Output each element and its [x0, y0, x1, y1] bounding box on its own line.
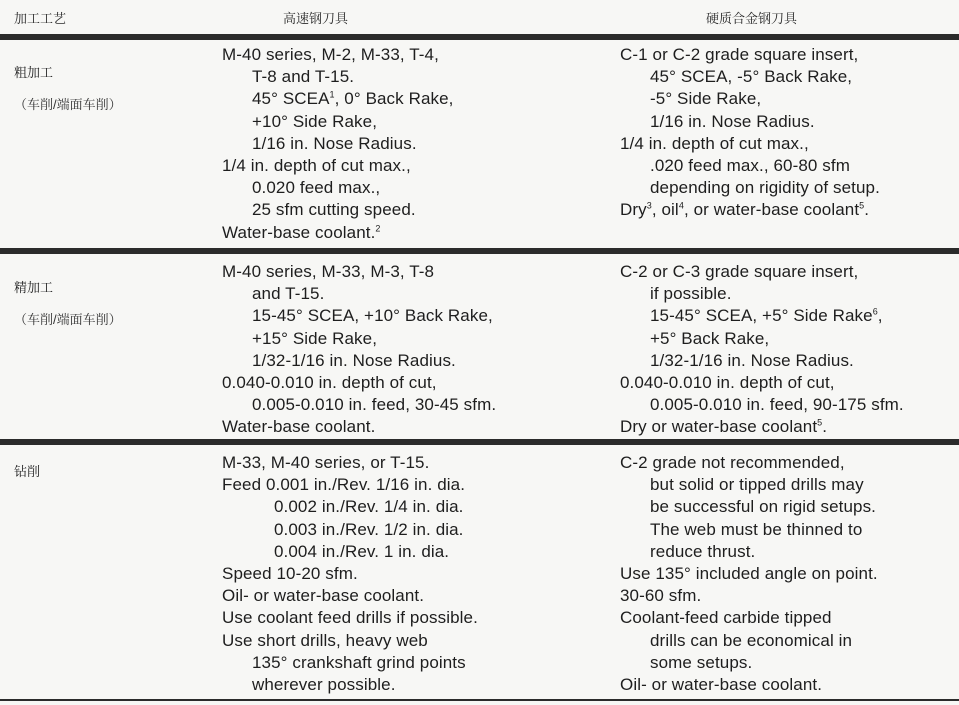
cell-line: Water-base coolant.$^2$	[222, 222, 381, 242]
label-main: 钻削	[14, 464, 41, 479]
cell-line: M-40 series, M-2, M-33, T-4,	[222, 45, 439, 64]
cell-line: Oil- or water-base coolant.	[620, 675, 823, 695]
cell-line: but solid or tipped drills may	[650, 475, 864, 495]
cell-line: 30-60 sfm.	[620, 586, 702, 606]
row-label-roughing	[14, 64, 122, 114]
cell-line: 1/16 in. Nose Radius.	[252, 133, 417, 153]
cell-line: 0.040-0.010 in. depth of cut,	[222, 373, 437, 393]
cell-line: 0.020 feed max.,	[252, 178, 381, 198]
cell-line: 0.005-0.010 in. feed, 30-45 sfm.	[252, 395, 497, 415]
cell-line: M-40 series, M-33, M-3, T-8	[222, 262, 435, 281]
label-main: 粗加工	[14, 65, 54, 80]
carbide-cell-roughing	[620, 44, 880, 222]
label-main: 精加工	[14, 280, 54, 295]
hss-cell-finishing	[222, 261, 496, 439]
carbide-cell-finishing	[620, 261, 904, 439]
carbide-cell-drilling	[620, 452, 878, 696]
footnote-mark: 3	[646, 200, 652, 211]
cell-line: T-8 and T-15.	[252, 67, 355, 87]
hss-cell-roughing	[222, 44, 454, 244]
cell-line: 1/4 in. depth of cut max.,	[620, 133, 809, 153]
cell-line: C-1 or C-2 grade square insert,	[620, 45, 859, 64]
cell-line: -5° Side Rake,	[650, 89, 762, 109]
row-divider-1	[0, 248, 959, 254]
header-hss: 高速钢刀具	[283, 11, 349, 26]
cell-line: Use coolant feed drills if possible.	[222, 608, 478, 628]
cell-line: .020 feed max., 60-80 sfm	[650, 156, 850, 176]
cell-line: C-2 or C-3 grade square insert,	[620, 262, 859, 281]
cell-line: +10° Side Rake,	[252, 111, 378, 131]
cell-line: and T-15.	[252, 284, 325, 304]
cell-line: 0.040-0.010 in. depth of cut,	[620, 373, 835, 393]
cell-line: +5° Back Rake,	[650, 328, 770, 348]
cell-line: 15-45° SCEA, +5° Side Rake$^6$,	[650, 306, 883, 326]
cell-line: The web must be thinned to	[650, 519, 863, 539]
footnote-mark: 6	[872, 306, 878, 317]
row-label-finishing	[14, 279, 122, 329]
cell-line: M-33, M-40 series, or T-15.	[222, 453, 430, 472]
footnote-mark: 4	[678, 200, 684, 211]
cell-line: be successful on rigid setups.	[650, 497, 877, 517]
cell-line: wherever possible.	[252, 675, 396, 695]
cell-line: 0.004 in./Rev. 1 in. dia.	[274, 541, 450, 561]
cell-line: Dry$^3$, oil$^4$, or water-base coolant$^5$.	[620, 200, 870, 220]
header-rule	[0, 34, 959, 40]
label-sub: （车削/端面车削）	[14, 97, 122, 112]
cell-line: Oil- or water-base coolant.	[222, 586, 425, 606]
cell-line: 1/32-1/16 in. Nose Radius.	[650, 350, 854, 370]
cell-line: if possible.	[650, 284, 732, 304]
cell-line: 25 sfm cutting speed.	[252, 200, 416, 220]
cell-line: Use short drills, heavy web	[222, 630, 428, 650]
cell-line: 15-45° SCEA, +10° Back Rake,	[252, 306, 493, 326]
cell-line: some setups.	[650, 652, 753, 672]
bottom-rule	[0, 699, 959, 701]
label-sub: （车削/端面车削）	[14, 312, 122, 327]
cell-line: C-2 grade not recommended,	[620, 453, 845, 472]
footnote-mark: 1	[329, 89, 335, 100]
cell-line: 45° SCEA$^1$, 0° Back Rake,	[252, 89, 454, 109]
cell-line: Dry or water-base coolant$^5$.	[620, 417, 828, 437]
cell-line: +15° Side Rake,	[252, 328, 378, 348]
cell-line: 45° SCEA, -5° Back Rake,	[650, 67, 853, 87]
cell-line: Use 135° included angle on point.	[620, 564, 878, 584]
cell-line: Water-base coolant.	[222, 417, 376, 437]
cell-line: reduce thrust.	[650, 541, 756, 561]
footnote-mark: 5	[817, 417, 823, 428]
cell-line: depending on rigidity of setup.	[650, 178, 880, 198]
cell-line: drills can be economical in	[650, 630, 853, 650]
header-carbide: 硬质合金钢刀具	[706, 11, 798, 26]
hss-cell-drilling	[222, 452, 478, 696]
cell-line: 0.002 in./Rev. 1/4 in. dia.	[274, 497, 464, 517]
cell-line: 0.005-0.010 in. feed, 90-175 sfm.	[650, 395, 904, 415]
cell-line: 135° crankshaft grind points	[252, 652, 466, 672]
cell-line: 0.003 in./Rev. 1/2 in. dia.	[274, 519, 464, 539]
row-divider-2	[0, 439, 959, 445]
footnote-mark: 2	[375, 222, 381, 233]
footnote-mark: 5	[859, 200, 865, 211]
row-label-drilling	[14, 463, 40, 481]
cell-line: 1/16 in. Nose Radius.	[650, 111, 815, 131]
cell-line: 1/32-1/16 in. Nose Radius.	[252, 350, 456, 370]
cell-line: Coolant-feed carbide tipped	[620, 608, 832, 628]
header-process: 加工工艺	[14, 11, 67, 26]
cell-line: Feed 0.001 in./Rev. 1/16 in. dia.	[222, 475, 466, 495]
cell-line: 1/4 in. depth of cut max.,	[222, 156, 411, 176]
cell-line: Speed 10-20 sfm.	[222, 564, 358, 584]
